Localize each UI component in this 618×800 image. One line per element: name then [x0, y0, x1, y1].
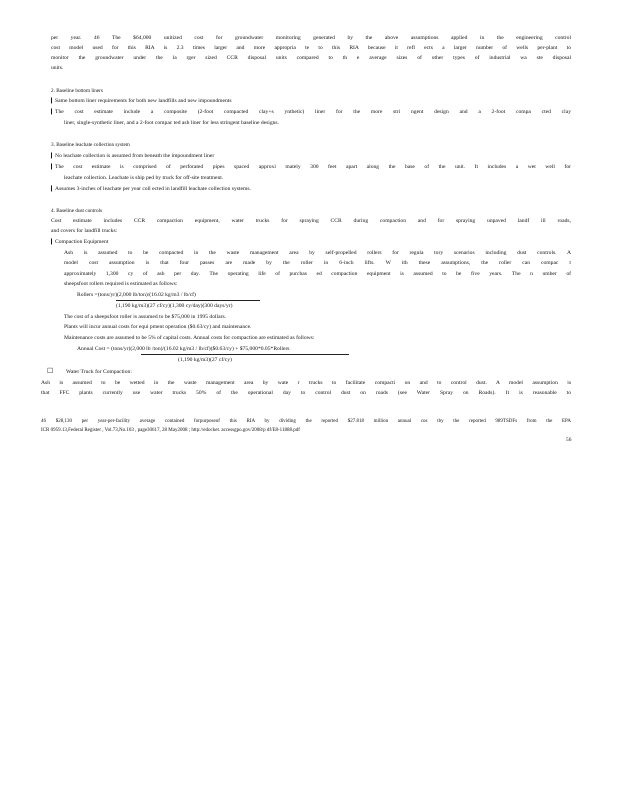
bullet-continuation: leachate collection. Leachate is ship ped by truck for off-site treatment.	[64, 175, 224, 181]
paragraph-line: Ash is assumed to be compacted in the waste management area by self-propelled rollers for regula tory scenarios including dust controls. A	[64, 250, 571, 256]
section-heading: 3. Baseline leachate collection system	[51, 142, 130, 148]
paragraph-line: and covers for landfill trucks:	[51, 228, 118, 234]
formula-denominator: (1,190 kg/m3)(27 cf/cy)	[178, 357, 232, 363]
paragraph-line: Ash is assumed to be wetted in the waste management area by wate r trucks to facilitate compacti on and to control dust. A model assumption is	[41, 380, 571, 386]
bullet-item: ❙ Same bottom liner requirements for both new landfills and new impoundments	[49, 98, 232, 105]
paragraph-line: approximately 1,300 cy of ash per day. The operating life of purchas ed compaction equipment is assumed to be five years. The n umber of	[64, 271, 571, 277]
formula-denominator: (1,190 kg/m3)(27 cf/cy)(1,300 cy/day)(300 days/yr)	[116, 303, 233, 309]
paragraph-line: The cost of a sheepsfoot roller is assumed to be $75,000 in 1995 dollars.	[64, 314, 227, 320]
fraction-bar	[141, 354, 349, 355]
bullet-item: ❙ No leachate collection is assumed from beneath the impoundment liner	[49, 153, 214, 160]
section-heading: 4. Baseline dust controls	[51, 208, 103, 214]
paragraph-line: that FFC plants currently use water trucks 50% of the operational day to control dust on roads (see Water Spray on Roads). It is reasonable to	[41, 390, 571, 396]
paragraph-line: Plants will incur annual costs for equi pment operation ($0.63/cy) and maintenance.	[64, 324, 252, 330]
page-number: 56	[566, 437, 572, 443]
subheading-bullet: ❙ Compaction Equipment	[49, 239, 108, 246]
formula-numerator: Annual Cost = (tons/yr)(2,000 lb /ton)/(16.02 kg/m3 / lb/cf)($0.63/cy) + $75,000*0.05*Rollers	[77, 346, 290, 352]
intro-line: cost model used for this RIA is 2.3 times larger and more appropria te to this RIA because it refl ects a larger number of wells per-plant to	[51, 45, 571, 51]
subheading: Water Truck for Compaction:	[66, 369, 132, 375]
fraction-bar	[116, 300, 260, 301]
intro-line: per year. 46 The $64,000 unitized cost for groundwater monitoring generated by the above assumptions applied in the engineering control	[51, 35, 571, 41]
paragraph-line: model cost assumption is that four passes are made by the roller in 6-inch lifts. W ith these assumptions, the roller can compac t	[64, 260, 571, 266]
paragraph-line: Maintenance costs are assumed to be 5% of capital costs. Annual costs for compaction are estimated as follows:	[64, 335, 315, 341]
bullet-continuation: liner, single-synthetic liner, and a 2-foot compac ted ash liner for less stringent baseline designs.	[64, 120, 280, 126]
paragraph-line: Cost estimate includes CCR compaction equipment, water trucks for spraying CCR during compaction and for spraying unpaved landf ill roads,	[51, 218, 571, 224]
paragraph-line: sheepsfoot rollers required is estimated as follows:	[64, 281, 178, 287]
bullet-item: ❙ Assumes 3-inches of leachate per year coll ected in landfill leachate collection systems.	[49, 186, 251, 193]
section-heading: 2. Baseline bottom liners	[51, 88, 103, 94]
checkbox-glyph-icon: ☐	[47, 367, 54, 375]
bullet-item: ❙ The cost estimate is comprised of perforated pipes spaced approxi mately 300 feet apart along the base of the unit. It includes a wet well for	[49, 164, 571, 171]
intro-line: units.	[51, 65, 64, 71]
footnote-line: 46 $28,130 per year-per-facility average contained forpurposeof this RIA by dividing the reported $27.818 million annual cos tby the reported 989TSDFs from the EPA	[41, 419, 571, 424]
bullet-item: ❙ The cost estimate include a composite (2-foot compacted clay+s ynthetic) liner for the more stri ngent design and a 2-foot compa cted clay	[49, 109, 571, 116]
intro-line: monitor the groundwater under the la rger sized CCR disposal units compared to th e average sizes of other types of industrial wa ste disposal	[51, 55, 571, 61]
footnote-line: ICR 0959.13,Federal Register , Vol.73,No.103 , page30617, 28 May2008 ; http://edocket. accessgpo.gov/2008/p df/E8-11888.pdf	[41, 428, 300, 433]
formula-numerator: Rollers =(tons/yr)(2,000 lb/ton)/(16.02 kg/m3 / lb/cf)	[77, 292, 196, 298]
